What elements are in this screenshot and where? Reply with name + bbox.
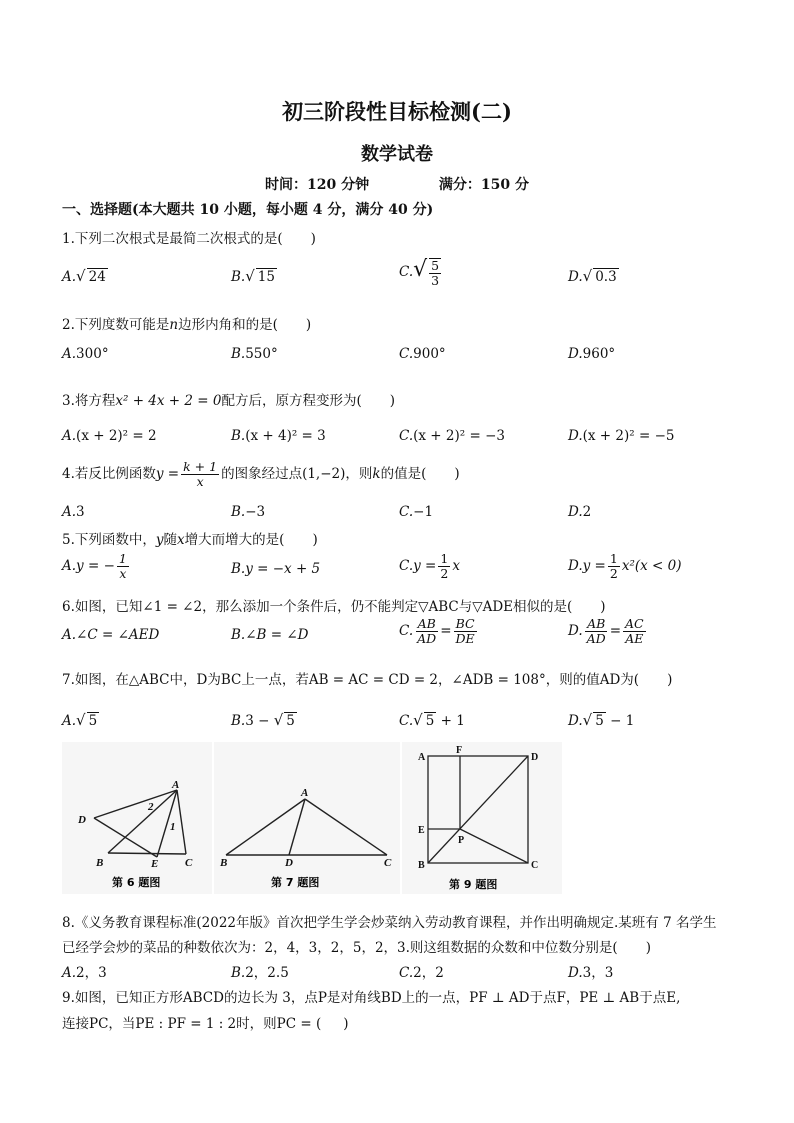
q6-option-a[interactable]: A.∠C = ∠AED <box>62 627 160 643</box>
svg-text:B: B <box>418 860 425 871</box>
exam-time: 时间：120 分钟 <box>265 177 370 193</box>
question-9-line-1: 9.如图，已知正方形ABCD的边长为 3，点P是对角线BD上的一点，PF ⊥ AD于点F，PE ⊥ AB于点E, <box>62 990 681 1006</box>
exam-meta <box>0 174 794 194</box>
question-8-line-1: 8.《义务教育课程标准(2022年版》首次把学生学会炒菜纳入劳动教育课程，并作出明确规定.某班有 7 名学生 <box>62 915 717 931</box>
figure-9 <box>402 742 562 894</box>
question-5: 5.下列函数中，y随x增大而增大的是( ) <box>62 532 318 548</box>
q7-option-d[interactable]: D.√ 5 − 1 <box>568 711 635 729</box>
svg-text:D: D <box>531 752 539 763</box>
q5-option-b[interactable]: B.y = −x + 5 <box>231 561 321 577</box>
svg-text:1: 1 <box>170 821 176 833</box>
figure-7-caption: 第 7 题图 <box>271 876 320 889</box>
figure-6 <box>62 742 212 894</box>
question-9-line-2: 连接PC，当PE : PF = 1 : 2时，则PC = ( ) <box>62 1016 349 1032</box>
svg-text:F: F <box>456 745 463 756</box>
svg-text:A: A <box>172 779 180 791</box>
exam-title: 初三阶段性目标检测(二) <box>282 99 512 124</box>
q6-option-c[interactable]: C. $\frac{AB}{AD}$ = $\frac{BC}{DE}$ <box>399 616 475 646</box>
q4-option-c[interactable]: C.−1 <box>399 504 434 520</box>
q2-option-b[interactable]: B.550° <box>231 346 278 362</box>
q2-option-c[interactable]: C.900° <box>399 346 446 362</box>
q4-option-b[interactable]: B.−3 <box>231 504 266 520</box>
question-4: 4.若反比例函数y = $\frac{k + 1}{x}$ 的图象经过点(1,−2)，则k的值是( ) <box>62 459 460 489</box>
svg-text:2: 2 <box>148 801 154 813</box>
q1-option-c[interactable]: C.√ $\frac{5}{3}$ <box>399 257 440 288</box>
figure-6-caption: 第 6 题图 <box>112 876 161 889</box>
svg-text:C: C <box>185 857 193 869</box>
q1-option-b[interactable]: B.√ 15 <box>231 267 275 285</box>
svg-text:B: B <box>96 857 104 869</box>
question-8-line-2: 已经学会炒的菜品的种数依次为：2，4，3，2，5，2，3.则这组数据的众数和中位数分别是( ) <box>62 940 651 956</box>
svg-text:D: D <box>78 814 86 826</box>
q3-option-d[interactable]: D.(x + 2)² = −5 <box>568 428 675 444</box>
svg-text:E: E <box>151 858 159 870</box>
q7-option-a[interactable]: A.√ 5 <box>62 711 98 729</box>
question-3: 3.将方程x² + 4x + 2 = 0配方后，原方程变形为( ) <box>62 393 396 409</box>
q2-option-a[interactable]: A.300° <box>62 346 109 362</box>
q6-option-b[interactable]: B.∠B = ∠D <box>231 627 309 643</box>
svg-text:B: B <box>220 857 228 869</box>
svg-text:A: A <box>301 787 309 799</box>
section-heading: 一、选择题(本大题共 10 小题，每小题 4 分，满分 40 分) <box>62 202 434 218</box>
q8-option-b[interactable]: B.2，2.5 <box>231 965 289 981</box>
q8-option-d[interactable]: D.3，3 <box>568 965 614 981</box>
question-1: 1.下列二次根式是最简二次根式的是( ) <box>62 231 316 247</box>
q1-option-d[interactable]: D.√ 0.3 <box>568 267 617 285</box>
svg-text:A: A <box>418 752 426 763</box>
svg-text:C: C <box>384 857 392 869</box>
q1-option-a[interactable]: A.√ 24 <box>62 267 106 285</box>
figure-9-caption: 第 9 题图 <box>449 878 498 891</box>
q5-option-a[interactable]: A.y = − $\frac{1}{x}$ <box>62 551 127 581</box>
question-2: 2.下列度数可能是n边形内角和的是( ) <box>62 317 312 333</box>
q8-option-c[interactable]: C.2，2 <box>399 965 444 981</box>
figure-6-diagram <box>62 742 212 894</box>
q5-option-d[interactable]: D.y = $\frac{1}{2}$ x²(x < 0) <box>568 551 682 581</box>
svg-text:C: C <box>531 860 539 871</box>
exam-subtitle: 数学试卷 <box>361 144 433 165</box>
question-7: 7.如图，在△ABC中，D为BC上一点，若AB = AC = CD = 2，∠ADB = 108°，则的值AD为( ) <box>62 672 673 688</box>
q7-option-b[interactable]: B.3 − √ 5 <box>231 711 295 729</box>
q4-option-a[interactable]: A.3 <box>62 504 85 520</box>
q3-option-c[interactable]: C.(x + 2)² = −3 <box>399 428 505 444</box>
svg-text:P: P <box>458 835 465 846</box>
q3-option-a[interactable]: A.(x + 2)² = 2 <box>62 428 157 444</box>
figure-9-diagram <box>402 742 562 894</box>
svg-text:D: D <box>285 857 293 869</box>
exam-score: 满分：150 分 <box>438 177 529 193</box>
question-6: 6.如图，已知∠1 = ∠2，那么添加一个条件后，仍不能判定▽ABC与▽ADE相似的是( ) <box>62 599 606 615</box>
figure-7 <box>214 742 400 894</box>
q2-option-d[interactable]: D.960° <box>568 346 616 362</box>
q6-option-d[interactable]: D. $\frac{AB}{AD}$ = $\frac{AC}{AE}$ <box>568 616 644 646</box>
figure-7-diagram <box>214 742 400 894</box>
q4-option-d[interactable]: D.2 <box>568 504 592 520</box>
svg-text:E: E <box>418 825 425 836</box>
q3-option-b[interactable]: B.(x + 4)² = 3 <box>231 428 326 444</box>
q7-option-c[interactable]: C.√ 5 + 1 <box>399 711 465 729</box>
q5-option-c[interactable]: C.y = $\frac{1}{2}$ x <box>399 551 460 581</box>
q8-option-a[interactable]: A.2，3 <box>62 965 107 981</box>
